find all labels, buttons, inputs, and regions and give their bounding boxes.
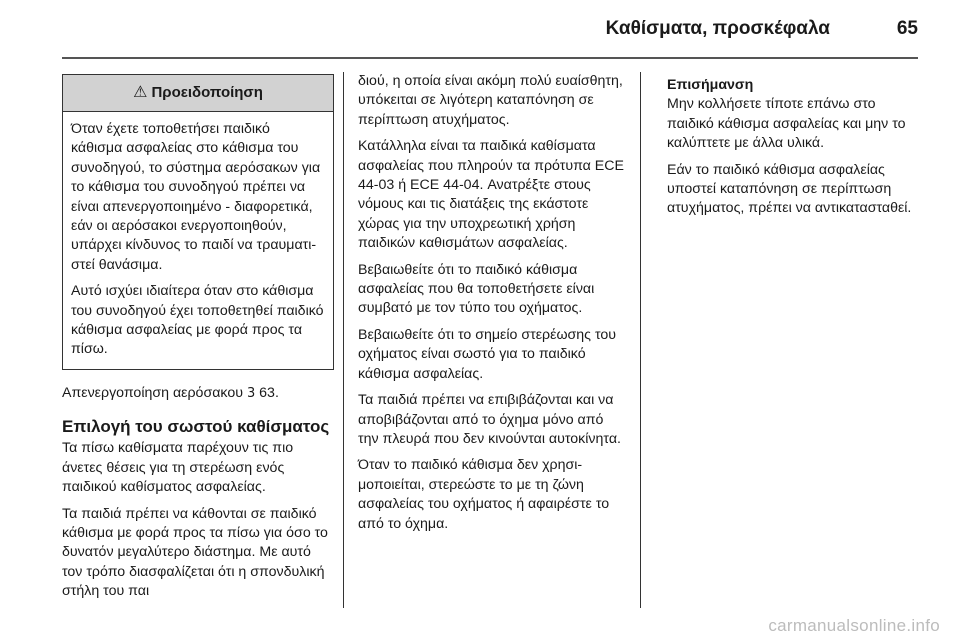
note-title: Επισήμανση: [667, 77, 754, 93]
body-paragraph: Τα παιδιά πρέπει να επιβιβάζονται και να αποβιβάζονται από το όχημα μόνο από την πλευρά που δεν κινούνται αυτοκίνητα.: [358, 392, 621, 447]
column-3: [667, 76, 925, 226]
warning-paragraph: Όταν έχετε τοποθετήσει παιδικό κάθισμα ασφαλείας στο κάθισμα του συνοδηγού, το σύστημα αερόσακων για το κάθισμα του συνοδηγού πρέπει να είναι απενεργοποιημένο - διαφορετικά, εάν οι αερόσακοι ενεργοποιηθούν, υπάρχει κίνδυνος το παιδί να τραυματιστεί θανάσιμα.: [71, 121, 321, 273]
warning-box: [62, 74, 334, 370]
page-ref-arrow-icon: 3: [246, 385, 256, 401]
header-divider: [62, 57, 918, 59]
warning-body: [63, 112, 333, 369]
body-paragraph: Τα πίσω καθίσματα παρέχουν τις πιο άνετες θέσεις για τη στερέωση ενός παιδικού καθίσματος ασφαλείας.: [62, 440, 294, 496]
airbag-reference: [62, 384, 334, 403]
warning-header: [63, 75, 333, 112]
body-paragraph: Όταν το παιδικό κάθισμα δεν χρησιμοποιείται, στερεώστε το με τη ζώνη ασφαλείας του οχήματος ή αφαιρέστε το από το όχημα.: [358, 457, 610, 532]
note-paragraph: Μην κολλήσετε τίποτε επάνω στο παιδικό κάθισμα ασφαλείας και μην το καλύπτετε με άλλα υλικά.: [667, 96, 906, 152]
body-paragraph: Βεβαιωθείτε ότι το παιδικό κάθισμα ασφαλείας που θα τοποθετήσετε είναι συμβατό με τον τύπο του οχήματος.: [358, 261, 595, 317]
column-2: [358, 72, 624, 541]
page-number: 65: [896, 18, 918, 39]
page-header: [0, 14, 960, 50]
airbag-reference-text: Απενεργοποίηση αερόσακου: [62, 384, 243, 401]
body-paragraph: Τα παιδιά πρέπει να κάθονται σε παιδικό κάθισμα με φορά προς τα πίσω για όσο το δυνατόν μεγαλύτερο διάστημα. Με αυτό τον τρόπο διασφαλίζεται ότι η σπονδυλική στήλη του παι: [62, 505, 328, 600]
watermark: carmanualsonline.info: [768, 616, 940, 635]
page-title: Καθίσματα, προσκέφαλα: [605, 18, 830, 39]
column-1: [62, 64, 334, 609]
column-divider: [640, 72, 641, 608]
note-paragraph: Εάν το παιδικό κάθισμα ασφαλείας υποστεί καταπόνηση σε περίπτωση ατυχήματος, πρέπει να αντικατασταθεί.: [667, 161, 912, 217]
body-paragraph: Κατάλληλα είναι τα παιδικά καθίσματα ασφαλείας που πληρούν τα πρότυπα ECE 44-03 ή ECE 44-04. Ανατρέξτε στους νόμους και τις διατάξεις της εκάστοτε χώρας για την υποχρεωτική χρήση παιδικών καθισμάτων ασφαλείας.: [358, 138, 624, 252]
column-divider: [343, 72, 344, 608]
body-paragraph: διού, η οποία είναι ακόμη πολύ ευαίσθητη, υπόκειται σε λιγότερη καταπόνηση σε περίπτωση ατυχήματος.: [358, 73, 623, 128]
section-heading: Επιλογή του σωστού καθίσματος: [62, 417, 330, 437]
body-paragraph: Βεβαιωθείτε ότι το σημείο στερέωσης του οχήματος είναι σωστό για το παιδικό κάθισμα ασφαλείας.: [358, 326, 617, 382]
airbag-reference-page: 63.: [259, 384, 279, 401]
warning-title: Προειδοποίηση: [151, 84, 263, 102]
warning-paragraph: Αυτό ισχύει ιδιαίτερα όταν στο κάθισμα του συνοδηγού έχει τοποθετηθεί παιδικό κάθισμα ασφαλείας με φορά προς τα πίσω.: [71, 283, 324, 358]
warning-triangle-icon: ⚠: [133, 84, 148, 102]
